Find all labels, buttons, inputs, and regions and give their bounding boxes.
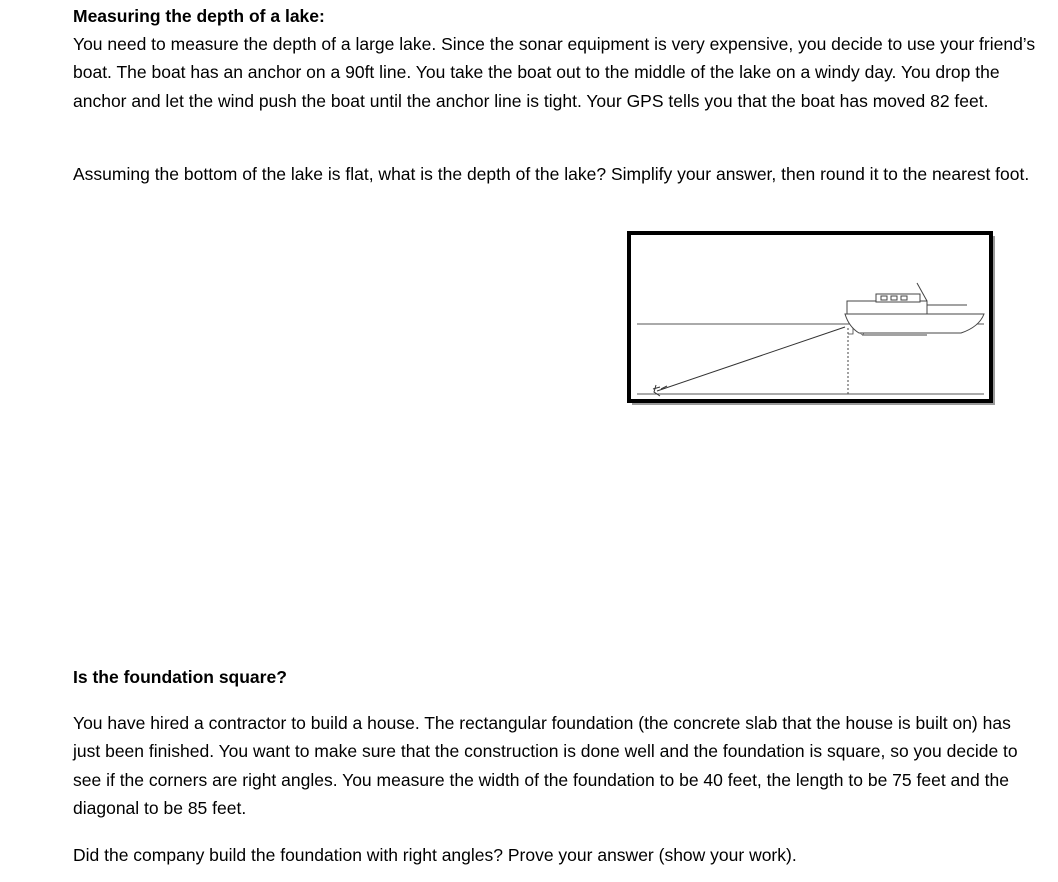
section-1-body: You need to measure the depth of a large lake. Since the sonar equipment is very expensive, you decide to use your friend’s boat. The boat has an anchor on a 90ft line. You take the boat out to the middle of the lake on a windy day. You drop the anchor and let the wind push the boat until the anchor line is tight. Your GPS tells you that the boat has moved 82 feet. [73,34,1036,111]
section-2-question: Did the company build the foundation with right angles? Prove your answer (show your work). [73,845,797,865]
section-2-title: Is the foundation square? [73,667,287,687]
section-1-question: Assuming the bottom of the lake is flat, what is the depth of the lake? Simplify your answer, then round it to the nearest foot. [73,164,1030,184]
section-1-title: Measuring the depth of a lake: [73,6,325,26]
section-2-body: You have hired a contractor to build a house. The rectangular foundation (the concrete slab that the house is built on) has just been finished. You want to make sure that the construction is done well and the foundation is square, so you decide to see if the corners are right angles. You measure the width of the foundation to be 40 feet, the length to be 75 feet and the diagonal to be 85 feet. [73,713,1018,818]
boat-anchor-diagram [627,231,995,405]
